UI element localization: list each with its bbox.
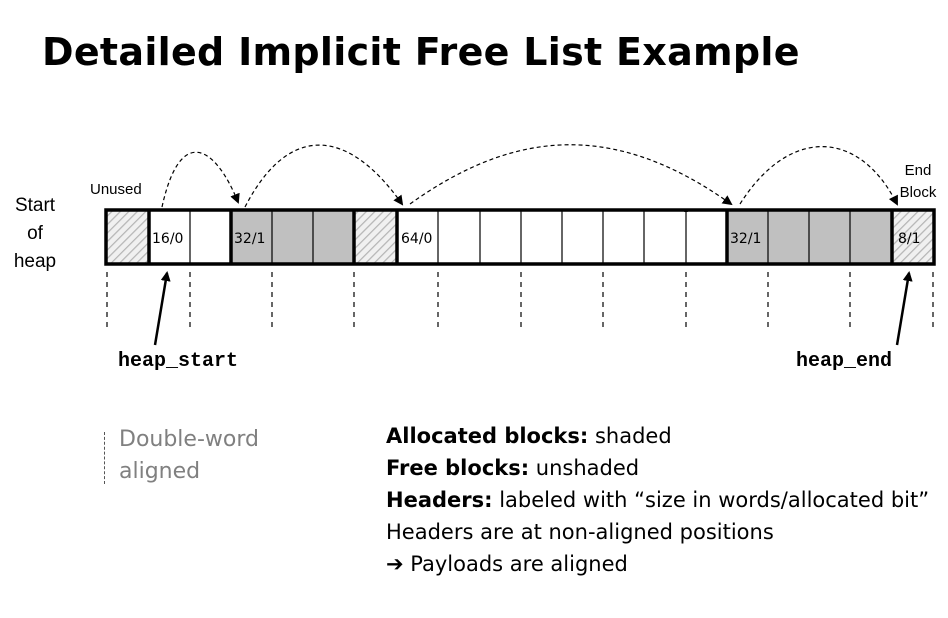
link-arc-1 <box>162 152 238 207</box>
unused-word-cell <box>107 210 149 264</box>
notes-list <box>386 420 929 580</box>
right-arrow-icon: ➔ <box>386 552 404 576</box>
start-of-heap-line3: heap <box>13 251 57 272</box>
note-headers-text: labeled with “size in words/allocated bit” <box>492 488 930 512</box>
note-allocated <box>386 420 929 452</box>
header-32-1-first: 32/1 <box>234 231 266 247</box>
header-16-0: 16/0 <box>152 231 184 247</box>
link-arc-3 <box>410 145 731 204</box>
start-of-heap-line2: of <box>27 223 43 244</box>
unused-label: Unused <box>90 181 142 198</box>
heap-start-arrow <box>155 273 167 345</box>
header-32-1-second: 32/1 <box>730 231 762 247</box>
note-free-text: unshaded <box>529 456 640 480</box>
heap-end-label: heap_end <box>796 350 893 373</box>
padding-word-cell <box>354 210 397 264</box>
legend-dashed-line <box>104 432 105 484</box>
heap-start-label: heap_start <box>118 350 239 373</box>
header-8-1: 8/1 <box>898 231 921 247</box>
legend-line1: Double-word <box>119 427 259 452</box>
note-headers-label: Headers: <box>386 488 493 512</box>
legend-double-word-aligned <box>119 424 259 488</box>
note-free-label: Free blocks: <box>386 456 530 480</box>
slide-title: Detailed Implicit Free List Example <box>42 30 800 74</box>
link-arc-4 <box>740 147 897 204</box>
end-block-line2: Block <box>899 184 937 201</box>
note-allocated-label: Allocated blocks: <box>386 424 589 448</box>
note-non-aligned: Headers are at non-aligned positions <box>386 520 774 544</box>
note-payloads-text: Payloads are aligned <box>403 552 628 576</box>
alignment-lines <box>107 272 933 330</box>
end-block-line1: End <box>904 162 932 179</box>
note-headers <box>386 484 929 516</box>
heap-end-arrow <box>897 273 909 345</box>
note-free <box>386 452 929 484</box>
legend-line2: aligned <box>119 459 201 484</box>
start-of-heap-line1: Start <box>14 195 56 216</box>
link-arc-2 <box>245 145 402 207</box>
header-64-0: 64/0 <box>401 231 433 247</box>
note-allocated-text: shaded <box>588 424 672 448</box>
note-payloads <box>386 548 929 580</box>
